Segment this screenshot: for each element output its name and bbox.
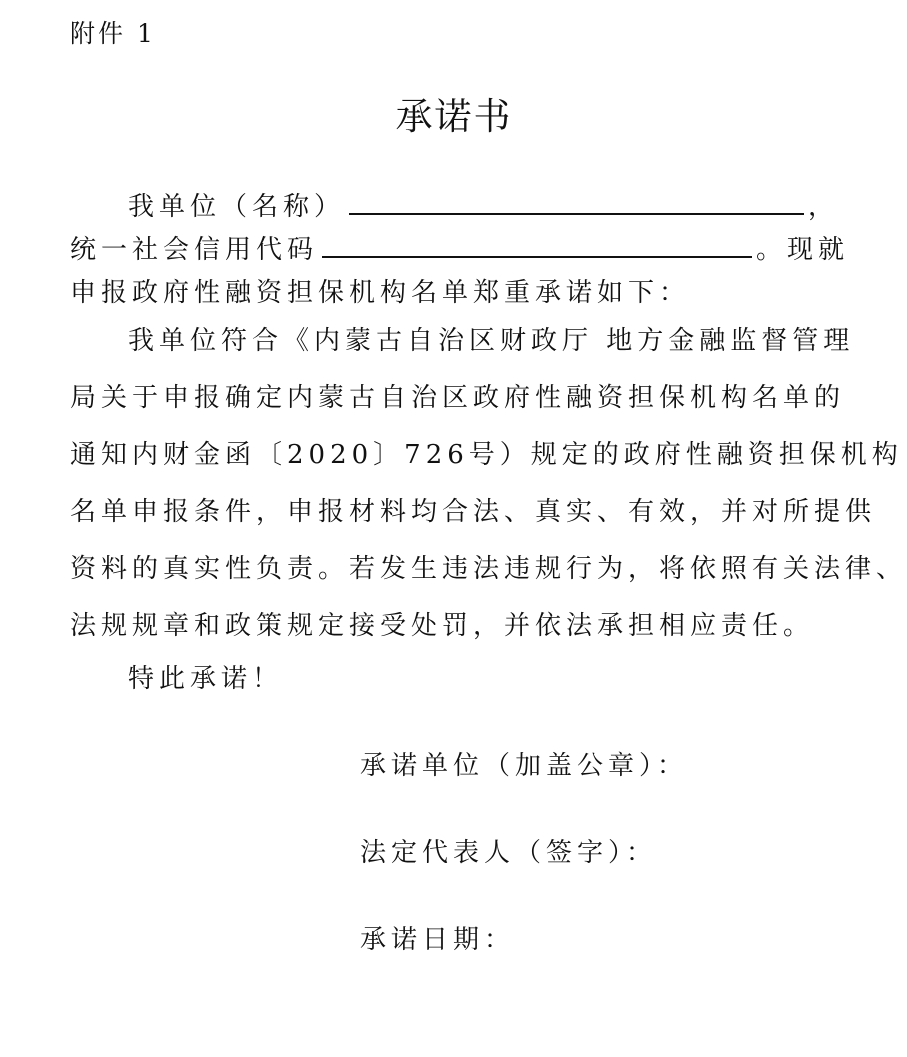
credit-code-prefix: 统一社会信用代码 bbox=[70, 235, 319, 265]
document-title: 承诺书 bbox=[395, 95, 513, 138]
credit-code-line bbox=[70, 229, 849, 266]
credit-code-suffix: 。现就 bbox=[756, 235, 850, 265]
unit-name-blank bbox=[349, 189, 804, 215]
unit-name-comma: ， bbox=[808, 192, 840, 222]
body-line: 法规规章和政策规定接受处罚，并依法承担相应责任。 bbox=[70, 611, 815, 641]
body-line: 名单申报条件，申报材料均合法、真实、有效，并对所提供 bbox=[70, 497, 877, 527]
body-line: 局关于申报确定内蒙古自治区政府性融资担保机构名单的 bbox=[70, 383, 846, 413]
body-line: 通知内财金函〔2020〕726号）规定的政府性融资担保机构 bbox=[70, 440, 903, 470]
intro-line-3: 申报政府性融资担保机构名单郑重承诺如下： bbox=[70, 278, 691, 308]
signature-unit-label: 承诺单位（加盖公章）： bbox=[360, 751, 689, 781]
credit-code-blank bbox=[322, 232, 752, 258]
unit-name-line bbox=[128, 186, 839, 223]
body-line: 资料的真实性负责。若发生违法违规行为，将依照有关法律、 bbox=[70, 554, 908, 584]
body-line: 我单位符合《内蒙古自治区财政厅 地方金融监督管理 bbox=[128, 326, 855, 356]
attachment-label: 附件 1 bbox=[70, 19, 156, 48]
signature-date-label: 承诺日期： bbox=[360, 925, 516, 955]
unit-name-prefix: 我单位（名称） bbox=[128, 192, 346, 222]
signature-representative-label: 法定代表人（签字）： bbox=[360, 838, 658, 868]
closing-statement: 特此承诺！ bbox=[128, 664, 284, 694]
